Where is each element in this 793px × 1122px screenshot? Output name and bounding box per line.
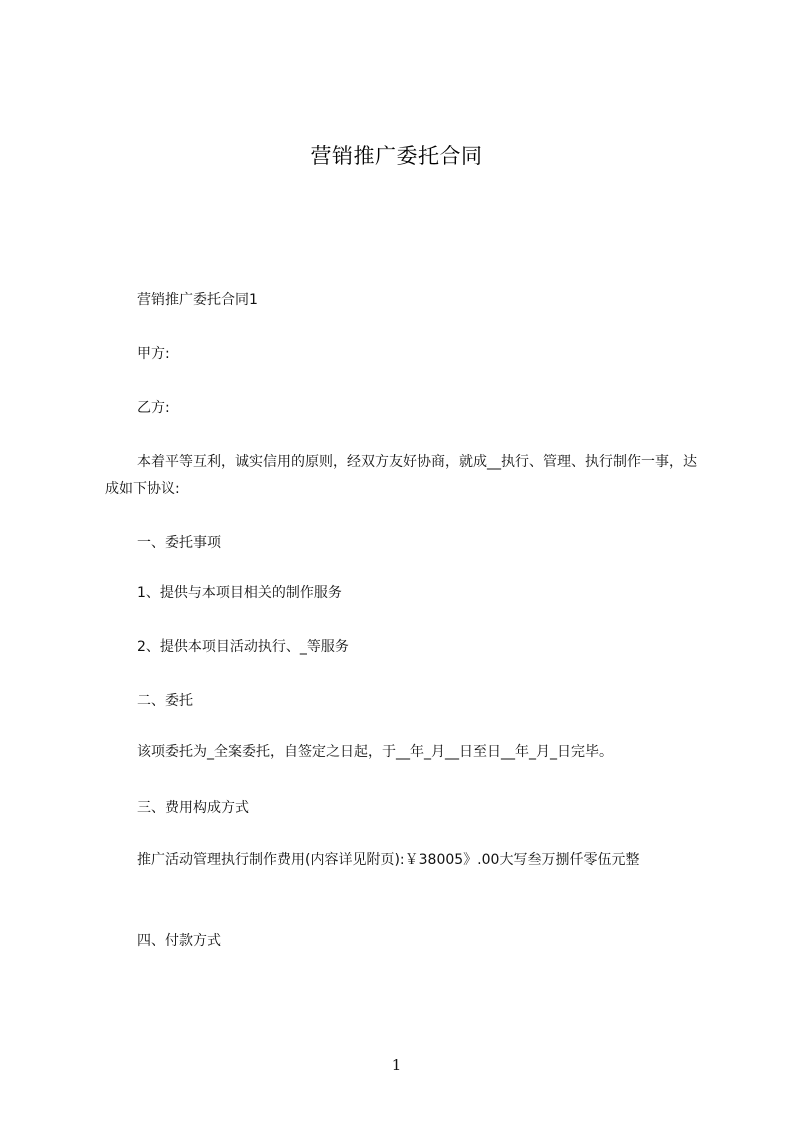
section-heading-4: 四、付款方式 [137,933,221,949]
clause-1-2: 2、提供本项目活动执行、_等服务 [137,639,349,655]
section-heading-1: 一、委托事项 [137,535,221,551]
party-b-line: 乙方: [137,400,170,416]
preamble-paragraph: 本着平等互利，诚实信用的原则，经双方友好协商，就成__执行、管理、执行制作一事，达成如下协议: [105,454,697,497]
document-title: 营销推广委托合同 [310,144,483,168]
contract-heading: 营销推广委托合同1 [137,292,258,308]
section-heading-3: 三、费用构成方式 [137,800,249,816]
commission-term-paragraph: 该项委托为_全案委托，自签定之日起，于__年_月__日至日__年_月_日完毕。 [137,744,613,760]
fee-paragraph: 推广活动管理执行制作费用(内容详见附页):￥38005》.00大写叁万捌仟零伍元整 [137,852,640,868]
section-heading-2: 二、委托 [137,693,193,709]
clause-1-1: 1、提供与本项目相关的制作服务 [137,585,342,601]
page-number: 1 [391,1056,402,1074]
party-a-line: 甲方: [137,346,170,362]
